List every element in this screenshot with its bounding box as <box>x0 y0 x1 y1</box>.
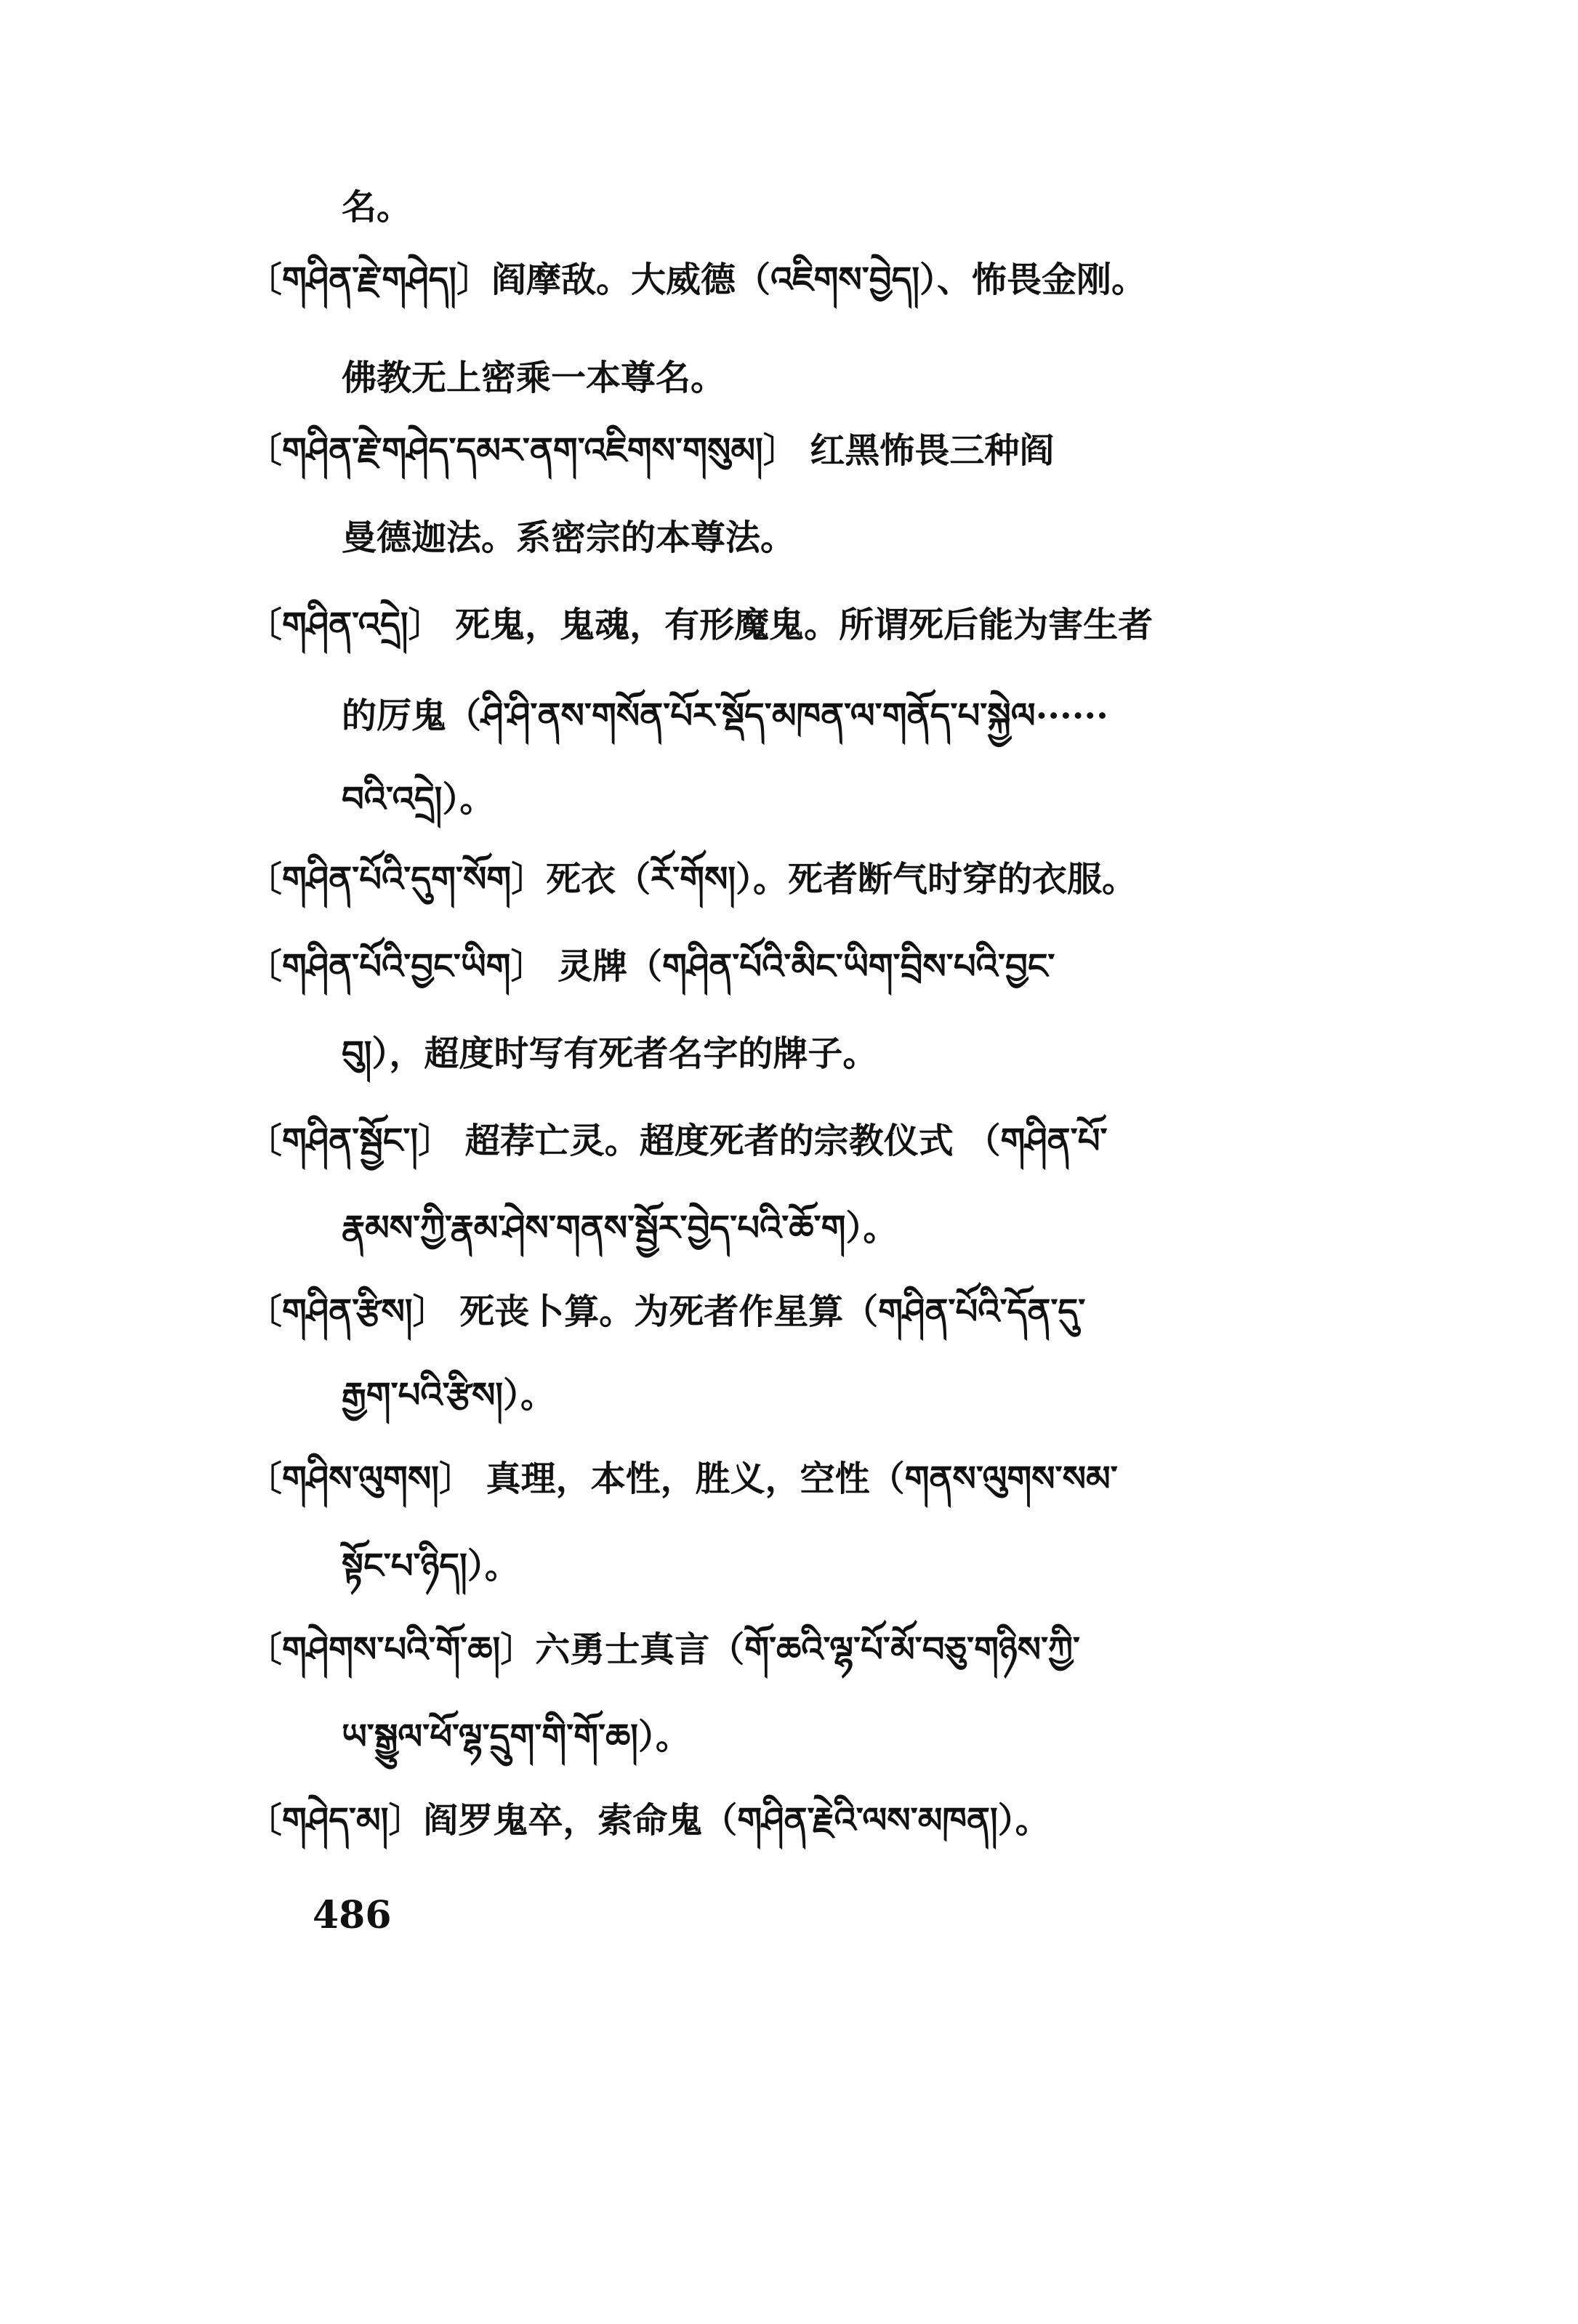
entry-line: 〔གཤིན་རྗེ་གཤེད་དམར་ནག་འཇིགས་གསུམ།〕 红黑怖畏三种阎 <box>247 430 1055 471</box>
entry-line: 〔གཤིན་འདྲེ།〕 死鬼，鬼魂，有形魔鬼。所谓死后能为害生者 <box>247 605 1154 645</box>
entry-line: 〔གཤིན་པོའི་དུག་སོག〕死衣（རོ་གོས།）。死者断气时穿的衣服。 <box>247 859 1138 900</box>
entry-line: རྒྱག་པའི་རྩིས།）。 <box>342 1375 556 1416</box>
entry-line: 〔གཤིན་རྗེ་གཤེད།〕阎摩敌。大威德（འཇིགས་བྱེད།）、怖畏金刚。 <box>247 259 1147 300</box>
entry-line: 〔གཤིས་ལུགས།〕 真理，本性，胜义，空性（གནས་ལུགས་སམ་ <box>247 1458 1118 1499</box>
entry-line: ཡ་སྒྱུལ་ཕོ་ལྷ་དྲུག་གི་གོ་ཆ།）。 <box>342 1716 691 1757</box>
continued-text: 名。 <box>342 187 412 227</box>
entry-line: 〔གཤེད་མ།〕阎罗鬼卒，索命鬼（གཤིན་རྗེའི་ལས་མཁན།）。 <box>247 1800 1050 1841</box>
entry-line: བའི་འདྲེ།）。 <box>342 779 495 820</box>
entry-line: 〔གཤིན་པོའི་བྱང་ཡིག〕 灵牌（གཤིན་པོའི་མིང་ཡིག་བྲིས་པའི་བྱང་ <box>247 946 1055 987</box>
entry-line: 〔གཤིན་སྦྱོང་།〕 超荐亡灵。超度死者的宗教仪式 （གཤིན་པོ་ <box>247 1121 1108 1161</box>
entry-line: 曼德迦法。系密宗的本尊法。 <box>342 517 796 558</box>
entry-line: 〔གཤེགས་པའི་གོ་ཆ།〕六勇士真言（གོ་ཆའི་ལྷ་པོ་མོ་བཅུ་གཉིས་ཀྱི་ <box>247 1629 1080 1670</box>
entry-line: 〔གཤིན་རྩིས།〕 死丧卜算。为死者作星算（གཤིན་པོའི་དོན་དུ་ <box>247 1291 1086 1332</box>
entry-line: བུ།），超度时写有死者名字的牌子。 <box>342 1033 878 1074</box>
entry-line: སྟོང་པ་ཉིད།）。 <box>342 1546 520 1586</box>
entry-line: 佛教无上密乘一本尊名。 <box>342 358 726 398</box>
entry-line: 的厉鬼（ཤི་ཤི་ནས་གསོན་པོར་སྡོད་མཁན་ལ་གནོད་པ་སྐྱེལ······ <box>342 695 1108 736</box>
page-number: 486 <box>313 1893 392 1937</box>
entry-line: རྣམས་ཀྱི་རྣམ་ཤེས་གནས་སྦྱོར་བྱེད་པའི་ཆོ་ག）。 <box>342 1208 898 1248</box>
